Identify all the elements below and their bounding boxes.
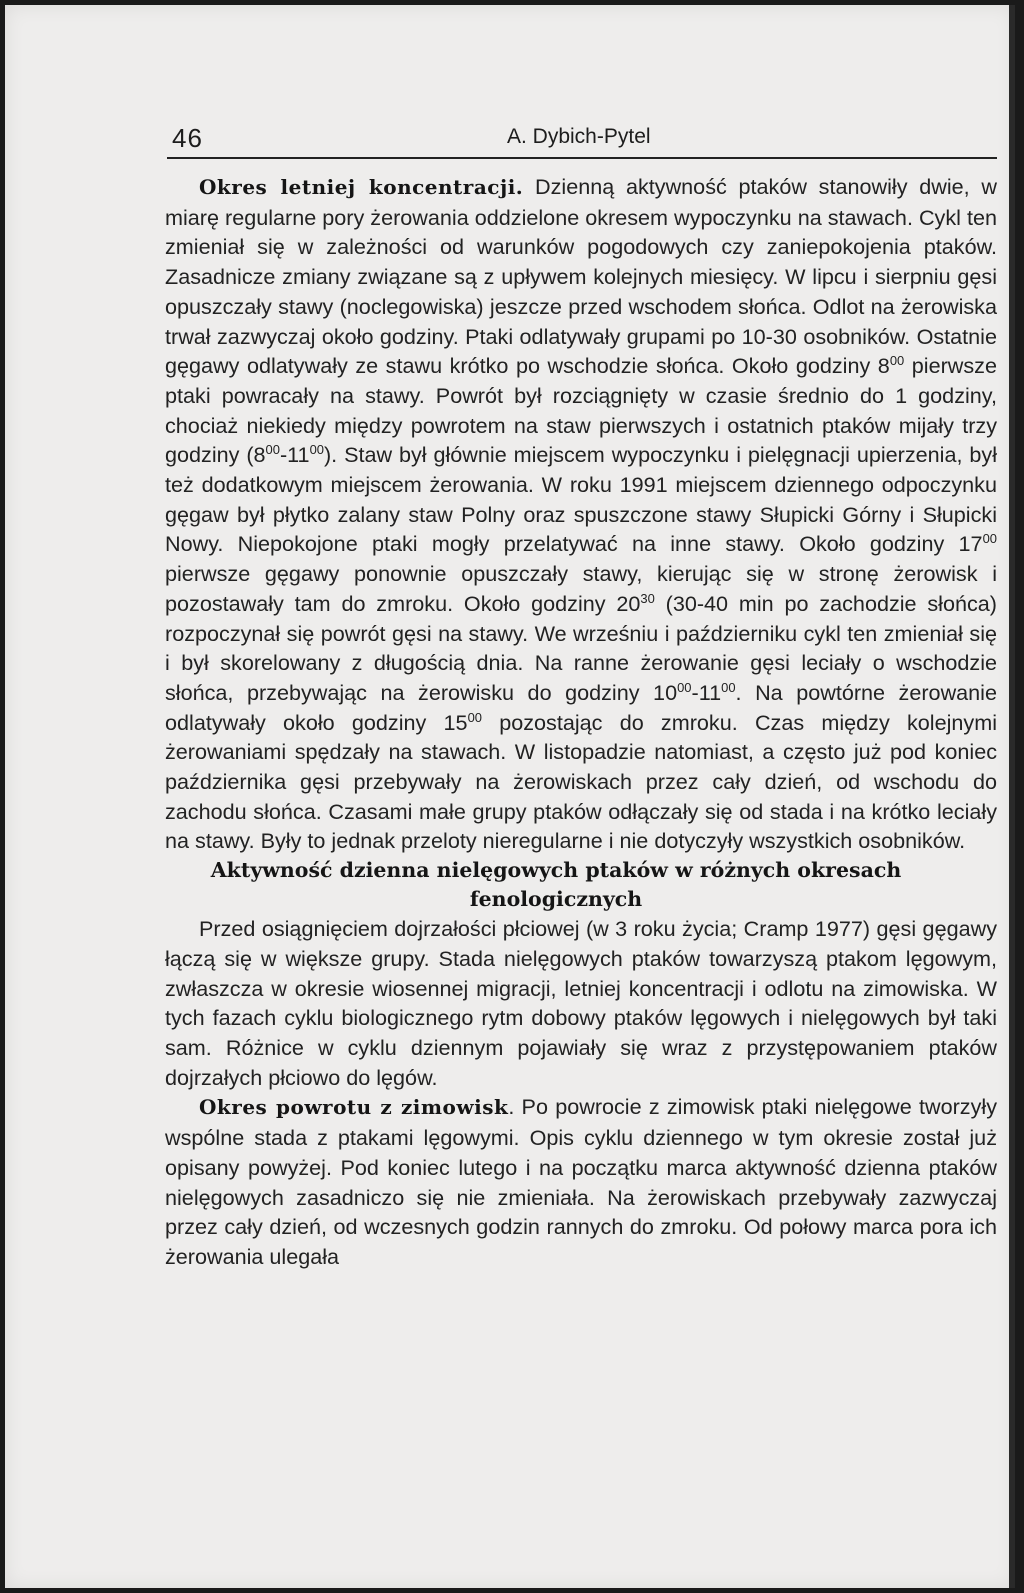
- section-heading: [165, 856, 997, 914]
- text-run: pierwsze ptaki powracały na stawy. Powrót był rozciągnięty w czasie średnio do 1 godziny, chociaż niekiedy między powrotem na staw pierwszych i ostatnich ptaków mijały trzy godziny (8: [165, 353, 997, 468]
- section-lead-return-from-wintering: Okres powrotu z zimowisk: [199, 1095, 509, 1120]
- text-run: -11: [279, 442, 310, 468]
- text-run: pozostając do zmroku. Czas między kolejnymi żerowaniami spędzały na stawach. W listopadzie natomiast, a często już pod koniec października gęsi przebywały na żerowiskach przez cały dzień, od wschodu do zachodu słońca. Czasami małe grupy ptaków odłączały się od stada i na krótko leciały na stawy. Były to jednak przeloty nieregularne i nie dotyczyły wszystkich osobników.: [165, 709, 998, 854]
- time-superscript: 00: [889, 353, 905, 369]
- text-run: (30-40 min po zachodzie słońca) rozpoczynał się powrót gęsi na stawy. We wrześniu i październiku cykl ten zmieniał się i był skorelowany z długością dnia. Na ranne żerowanie gęsi leciały o wschodzie słońca, przebywając na żerowisku do godziny 10: [165, 590, 997, 705]
- paragraph-nonbreeding-intro: Przed osiągnięciem dojrzałości płciowej (w 3 roku życia; Cramp 1977) gęsi gęgawy łączą się w większe grupy. Stada nielęgowych ptaków towarzyszą ptakom lęgowym, zwłaszcza w okresie wiosennej migracji, letniej koncentracji i odlotu na zimowiska. W tych fazach cyklu biologicznego rytm dobowy ptaków lęgowych i nielęgowych był taki sam. Różnice w cyklu dziennym pojawiały się wraz z przystępowaniem ptaków dojrzałych płciowo do lęgów.: [165, 916, 997, 1090]
- time-superscript: 00: [467, 709, 482, 725]
- section-lead-summer-concentration: Okres letniej koncentracji.: [199, 175, 524, 199]
- time-superscript: 00: [309, 442, 324, 458]
- paragraph-return-from-wintering: [165, 1092, 997, 1271]
- time-superscript: 00: [677, 679, 692, 695]
- text-run: . Po powrocie z zimowisk ptaki nielęgowe tworzyły wspólne stada z ptakami lęgowymi. Opis cyklu dziennego w tym okresie został już opisany powyżej. Pod koniec lutego i na początku marca aktywność dzienna ptaków nielęgowych zasadniczo się nie zmieniała. Na żerowiskach przebywały zazwyczaj przez cały dzień, od wczesnych godzin rannych do zmroku. Od połowy marca pora ich żerowania ulegała: [165, 1094, 997, 1269]
- body-text: [165, 172, 997, 1272]
- text-run: pierwsze gęgawy ponownie opuszczały stawy, kierując się w stronę żerowisk i pozostawały tam do zmroku. Około godziny 20: [165, 561, 997, 616]
- running-header: [167, 117, 997, 159]
- text-run: . Na powtórne żerowanie odlatywały około godziny 15: [165, 679, 997, 735]
- time-superscript: 00: [265, 442, 280, 458]
- text-run: ). Staw był głównie miejscem wypoczynku i pielęgnacji upierzenia, był też dodatkowym miejscem żerowania. W roku 1991 miejscem dziennego odpoczynku gęgaw był płytko zalany staw Polny oraz spuszczone stawy Słupicki Górny i Słupicki Nowy. Niepokojone ptaki mogły przelatywać na inne stawy. Około godziny 17: [165, 442, 997, 557]
- time-superscript: 30: [640, 590, 655, 606]
- text-run: Dzienną aktywność ptaków stanowiły dwie, w miarę regularne pory żerowania oddzielone okresem wypoczynku na stawach. Cykl ten zmieniał się w zależności od warunków pogodowych czy zaniepokojenia ptaków. Zasadnicze zmiany związane są z upływem kolejnych miesięcy. W lipcu i sierpniu gęsi opuszczały stawy (noclegowiska) jeszcze przed wschodem słońca. Odlot na żerowiska trwał zazwyczaj około godziny. Ptaki odlatywały grupami po 10-30 osobników. Ostatnie gęgawy odlatywały ze stawu krótko po wschodzie słońca. Około godziny 8: [165, 174, 997, 379]
- page-number: 46: [172, 123, 203, 153]
- page-edge-shadow: [1009, 5, 1015, 1588]
- text-run: -11: [691, 679, 722, 705]
- section-heading-line-2: fenologicznych: [469, 887, 643, 912]
- running-head-author: A. Dybich-Pytel: [507, 125, 651, 148]
- paragraph-summer-concentration: [165, 172, 997, 856]
- section-heading-line-1: Aktywność dzienna nielęgowych ptaków w różnych okresach: [210, 858, 902, 883]
- time-superscript: 00: [982, 531, 997, 547]
- time-superscript: 00: [721, 679, 736, 695]
